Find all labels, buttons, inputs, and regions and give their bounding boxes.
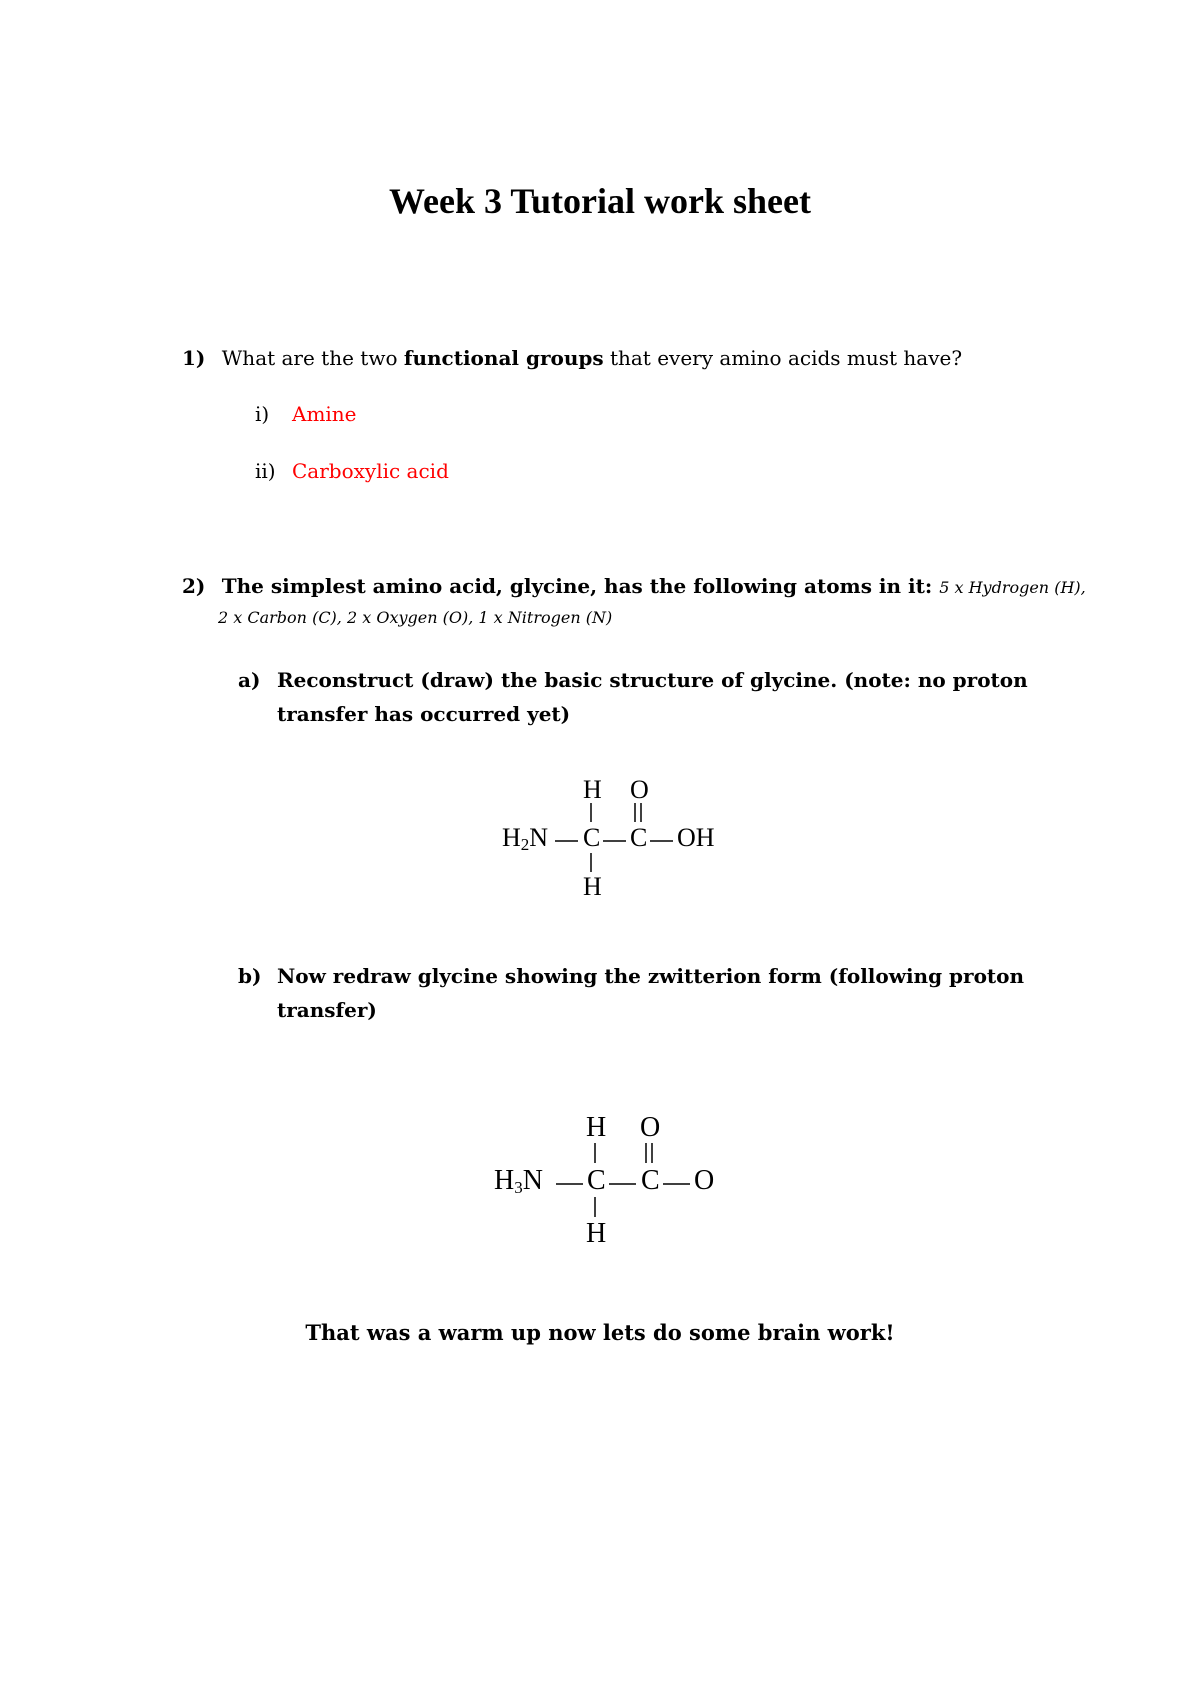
structure-a-n: N bbox=[529, 823, 549, 852]
structure-b-bond-3 bbox=[660, 1181, 694, 1187]
structure-a-h-top: H bbox=[583, 775, 602, 804]
structure-b-c1: C bbox=[587, 1165, 606, 1196]
structure-b-sub: 3 bbox=[514, 1178, 523, 1197]
question-2-atoms-line1: 5 x Hydrogen (H), bbox=[939, 578, 1086, 597]
question-2b-line1: Now redraw glycine showing the zwitterion form (following proton bbox=[277, 964, 1025, 988]
question-1-text-before: What are the two bbox=[221, 346, 404, 370]
structure-a-right-group: OH bbox=[677, 823, 715, 852]
question-2a-label: a) bbox=[238, 668, 261, 692]
closing-line: That was a warm up now lets do some brain work! bbox=[305, 1320, 895, 1345]
structure-a-left-group bbox=[502, 823, 548, 855]
structure-b-right-group: O bbox=[694, 1165, 715, 1196]
answer-1-value: Amine bbox=[292, 402, 357, 426]
question-2 bbox=[182, 574, 1086, 598]
question-1-text-bold: functional groups bbox=[403, 346, 604, 370]
page-title: Week 3 Tutorial work sheet bbox=[388, 181, 811, 221]
structure-b-o-top: O bbox=[640, 1112, 661, 1143]
question-1-number: 1) bbox=[182, 346, 206, 370]
question-2a-line2: transfer has occurred yet) bbox=[277, 702, 571, 726]
structure-b-h-top: H bbox=[586, 1112, 607, 1143]
structure-a-c2: C bbox=[630, 823, 648, 852]
answer-2 bbox=[255, 459, 276, 483]
structure-b-c2: C bbox=[641, 1165, 660, 1196]
question-1 bbox=[182, 346, 962, 370]
question-2-atoms-line2: 2 x Carbon (C), 2 x Oxygen (O), 1 x Nitrogen (N) bbox=[218, 608, 613, 627]
structure-a-h: H bbox=[502, 823, 521, 852]
structure-b-bond-1 bbox=[553, 1181, 587, 1187]
structure-b-h: H bbox=[494, 1165, 515, 1196]
structure-a-bond-2 bbox=[600, 838, 630, 844]
question-2-number: 2) bbox=[182, 574, 206, 598]
question-2b-line2: transfer) bbox=[277, 998, 377, 1022]
structure-b-n: N bbox=[522, 1165, 543, 1196]
structure-a-sub: 2 bbox=[520, 835, 530, 854]
structure-a-bond-3 bbox=[647, 838, 677, 844]
structure-b-bond-2 bbox=[606, 1181, 640, 1187]
question-2-intro: The simplest amino acid, glycine, has the following atoms in it: bbox=[221, 574, 940, 598]
answer-1-label: i) bbox=[255, 402, 270, 426]
structure-b-h-bottom: H bbox=[586, 1218, 607, 1249]
answer-2-value: Carboxylic acid bbox=[292, 459, 449, 483]
structure-a-h-bottom: H bbox=[583, 872, 602, 901]
structure-b-left-group bbox=[494, 1165, 543, 1198]
structure-a-c1: C bbox=[583, 823, 601, 852]
question-2b-label: b) bbox=[238, 964, 262, 988]
answer-1 bbox=[255, 402, 269, 426]
question-2a-line1: Reconstruct (draw) the basic structure of glycine. (note: no proton bbox=[277, 668, 1028, 692]
structure-a-bond-1 bbox=[552, 838, 582, 844]
question-1-text-after: that every amino acids must have? bbox=[603, 346, 963, 370]
structure-a-o-top: O bbox=[630, 775, 649, 804]
answer-2-label: ii) bbox=[255, 459, 276, 483]
